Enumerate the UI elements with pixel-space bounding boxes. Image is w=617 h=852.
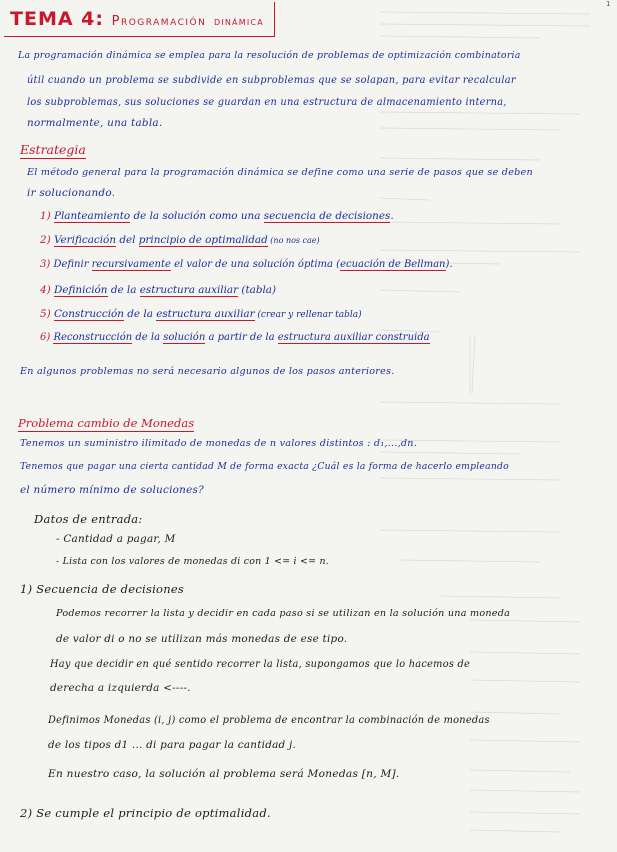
problema-text: Tenemos que pagar una cierta cantidad M de forma exacta ¿Cuál es la forma de hacerlo empleando <box>20 461 509 472</box>
step-text: (crear y rellenar tabla) <box>254 310 362 320</box>
page-title <box>4 2 275 37</box>
step-text: de la <box>123 308 157 320</box>
step-number: 2) <box>40 234 51 246</box>
datos-item: - Cantidad a pagar, M <box>56 533 176 545</box>
step-keyword: Planteamiento <box>53 210 131 222</box>
datos-item: - Lista con los valores de monedas di con 1 <= i <= n. <box>56 556 329 567</box>
paso1-line: de valor di o no se utilizan más monedas de ese tipo. <box>56 633 348 645</box>
step-keyword: Reconstrucción <box>53 332 133 343</box>
strategy-step <box>40 332 430 343</box>
paso1-definition: de los tipos d1 ... di para pagar la cantidad j. <box>48 739 297 751</box>
step-keyword: estructura auxiliar <box>139 284 239 296</box>
section-heading-estrategia: Estrategia <box>20 142 86 157</box>
paso1-title: 1) Secuencia de decisiones <box>20 582 185 596</box>
step-keyword: secuencia de decisiones <box>263 210 391 222</box>
paso1-solution: En nuestro caso, la solución al problema será Monedas [n, M]. <box>48 768 400 780</box>
step-text: . <box>390 210 394 222</box>
step-keyword: Construcción <box>53 308 124 320</box>
paso1-line: Hay que decidir en qué sentido recorrer la lista, supongamos que lo hacemos de <box>50 659 471 670</box>
step-keyword: Verificación <box>53 234 117 246</box>
step-number: 3) <box>40 259 51 270</box>
estrategia-text: ir solucionando. <box>27 187 116 199</box>
estrategia-text: El método general para la programación dinámica se define como una serie de pasos que se deben <box>27 167 533 178</box>
paso1-line: derecha a izquierda <----. <box>50 682 191 694</box>
paso1-definition: Definimos Monedas (i, j) como el problema de encontrar la combinación de monedas <box>48 715 490 726</box>
title-main: Programación <box>111 14 207 29</box>
intro-line: útil cuando un problema se subdivide en subproblemas que se solapan, para evitar recalcular <box>27 75 516 86</box>
step-text: el valor de una solución óptima ( <box>170 259 341 270</box>
strategy-step <box>40 259 453 270</box>
step-text: Definir <box>53 259 92 270</box>
step-keyword: Definición <box>53 284 108 296</box>
datos-label: Datos de entrada: <box>34 512 143 526</box>
strategy-step <box>40 210 394 222</box>
step-keyword: estructura auxiliar <box>156 308 255 320</box>
step-number: 1) <box>40 210 51 222</box>
step-keyword: solución <box>163 332 206 343</box>
step-text: a partir de la <box>205 332 278 343</box>
step-keyword: recursivamente <box>91 259 171 270</box>
step-number: 6) <box>40 332 51 343</box>
strategy-step <box>40 308 362 320</box>
intro-line: La programación dinámica se emplea para la resolución de problemas de optimización combinatoria <box>18 50 521 61</box>
step-text: de la <box>132 332 164 343</box>
step-text: (tabla) <box>238 284 277 296</box>
strategy-step <box>40 284 276 296</box>
step-note: (no nos cae) <box>267 236 320 245</box>
estrategia-note: En algunos problemas no será necesario algunos de los pasos anteriores. <box>20 366 395 377</box>
section-heading-problema: Problema cambio de Monedas <box>18 416 195 430</box>
step-number: 4) <box>40 284 51 296</box>
step-keyword: principio de optimalidad <box>138 234 268 246</box>
step-text: de la solución como una <box>130 210 264 222</box>
step-text: de la <box>107 284 140 296</box>
paso1-line: Podemos recorrer la lista y decidir en cada paso si se utilizan en la solución una moneda <box>56 608 511 619</box>
strategy-step <box>40 234 320 246</box>
step-text: ). <box>445 259 453 270</box>
problema-text: Tenemos un suministro ilimitado de monedas de n valores distintos : d₁,...,dn. <box>20 438 418 449</box>
step-keyword: ecuación de Bellman <box>340 259 446 270</box>
paso2-title: 2) Se cumple el principio de optimalidad. <box>20 806 271 820</box>
step-keyword: estructura auxiliar construida <box>277 332 430 343</box>
intro-line: normalmente, una tabla. <box>27 117 163 129</box>
page-number: 1 <box>606 0 611 8</box>
problema-text: el número mínimo de soluciones? <box>20 484 204 496</box>
title-sub: dinámica <box>213 15 264 28</box>
step-text: del <box>116 234 139 246</box>
intro-line: los subproblemas, sus soluciones se guardan en una estructura de almacenamiento interna, <box>27 97 507 108</box>
step-number: 5) <box>40 308 51 320</box>
title-prefix: TEMA 4: <box>10 8 104 30</box>
